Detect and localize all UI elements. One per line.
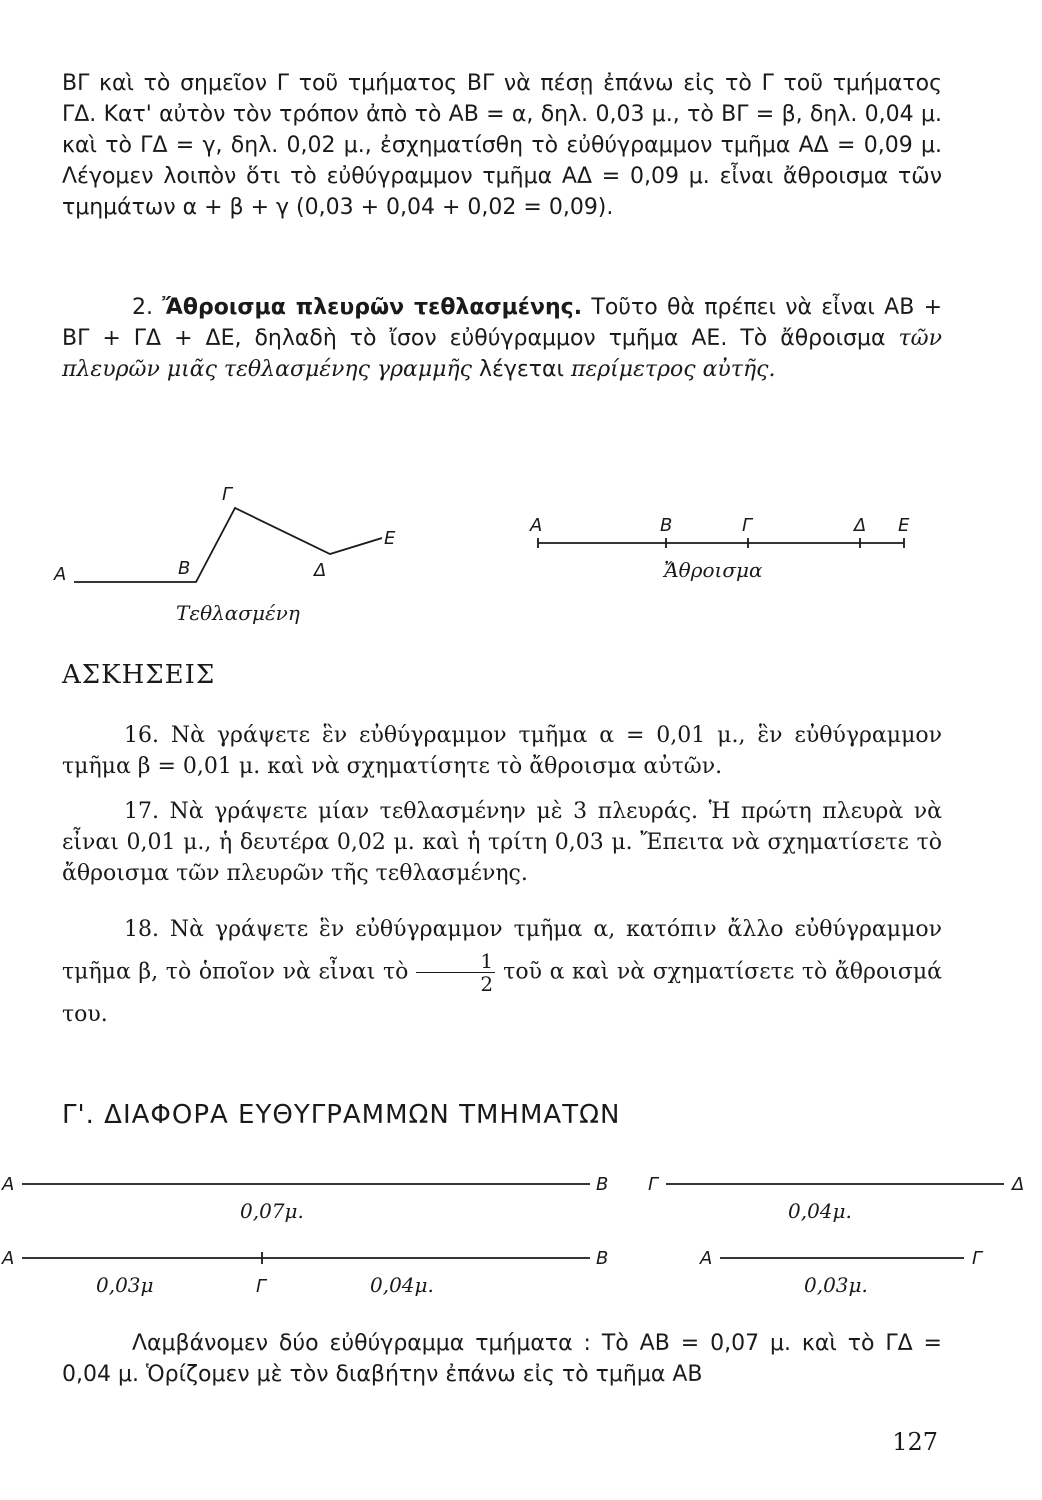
seg3-left-length: 0,03μ: [96, 1273, 154, 1297]
seg3-end-label: Β: [596, 1248, 609, 1269]
fig1-caption: Τεθλασμένη: [176, 601, 300, 625]
fraction-one-half: [416, 950, 495, 995]
fig2-caption: Ἄθροισμα: [664, 558, 763, 582]
exercise-16: 16. Νὰ γράψετε ἓν εὐθύγραμμον τμῆμα α = 0,01 μ., ἓν εὐθύγραμμον τμῆμα β = 0,01 μ. καὶ νὰ σχηματίσητε τὸ ἄθροισμα αὐτῶν.: [62, 723, 942, 779]
bottom-paragraph: Λαμβάνομεν δύο εὐθύγραμμα τμήματα : Τὸ ΑΒ = 0,07 μ. καὶ τὸ ΓΔ = 0,04 μ. Ὁρίζομεν μὲ τὸν διαβήτην ἐπάνω εἰς τὸ τμῆμα ΑΒ: [62, 1331, 942, 1387]
page-number: 127: [892, 1428, 938, 1456]
section-2-title: Ἄθροισμα πλευρῶν τεθλασμένης.: [162, 295, 583, 320]
fig1-label-a: Α: [54, 564, 67, 585]
seg2-length: 0,04μ.: [788, 1199, 852, 1223]
seg3-start-label: Α: [2, 1248, 15, 1269]
section-2-italic-b: περίμετρος αὐτῆς.: [570, 357, 776, 382]
exercise-17: 17. Νὰ γράψετε μίαν τεθλασμένην μὲ 3 πλευράς. Ἡ πρώτη πλευρὰ νὰ εἶναι 0,01 μ., ἡ δευτέρα 0,02 μ. καὶ ἡ τρίτη 0,03 μ. Ἔπειτα νὰ σχηματίσετε τὸ ἄθροισμα τῶν πλευρῶν τῆς τεθλασμένης.: [62, 799, 942, 886]
fig2-label-a: Α: [530, 515, 543, 536]
fig2-label-e: Ε: [898, 515, 910, 536]
section-g-heading: Γ'. ΔΙΑΦΟΡΑ ΕΥΘΥΓΡΑΜΜΩΝ ΤΜΗΜΑΤΩΝ: [62, 1100, 621, 1130]
broken-line-path: [74, 508, 382, 582]
section-2-italic-a: τῶν πλευρῶν μιᾶς τεθλασμένης γραμμῆς: [62, 326, 942, 382]
seg1-start-label: Α: [2, 1174, 15, 1195]
fig1-label-b: Β: [178, 558, 191, 579]
section-2-number: 2.: [132, 295, 153, 320]
seg1-end-label: Β: [596, 1174, 609, 1195]
seg2-end-label: Δ: [1012, 1174, 1025, 1195]
seg4-end-label: Γ: [972, 1248, 983, 1269]
fraction-denominator: 2: [480, 972, 494, 996]
exercise-18-text-b: τοῦ α καὶ νὰ σχηματίσετε τὸ ἄθροισμά του.: [62, 959, 942, 1027]
fraction-numerator: 1: [416, 950, 495, 973]
section-2-paragraph: [62, 292, 942, 385]
fig2-label-d: Δ: [854, 515, 867, 536]
exercise-18: [62, 910, 942, 1035]
fig1-label-e: Ε: [384, 528, 396, 549]
fig2-label-b: Β: [660, 515, 673, 536]
figure-sum-line: [520, 505, 920, 595]
seg1-length: 0,07μ.: [240, 1199, 304, 1223]
section-2-text-a: Τοῦτο θὰ πρέπει νὰ εἶναι ΑΒ + ΒΓ + ΓΔ + ΔΕ, δηλαδὴ τὸ ἴσον εὐθύγραμμον τμῆμα ΑΕ. Τὸ ἄθροισμα: [62, 295, 943, 351]
fig2-label-g: Γ: [742, 515, 753, 536]
exercises-heading: ΑΣΚΗΣΕΙΣ: [62, 660, 216, 690]
figure-difference-segments: [0, 1160, 1042, 1300]
top-paragraph: ΒΓ καὶ τὸ σημεῖον Γ τοῦ τμήματος ΒΓ νὰ πέσῃ ἐπάνω εἰς τὸ Γ τοῦ τμήματος ΓΔ. Κατ' αὐτὸν τὸν τρόπον ἀπὸ τὸ ΑΒ = α, δηλ. 0,03 μ., τὸ ΒΓ = β, δηλ. 0,04 μ. καὶ τὸ ΓΔ = γ, δηλ. 0,02 μ., ἐσχηματίσθη τὸ εὐθύγραμμον τμῆμα ΑΔ = 0,09 μ. Λέγομεν λοιπὸν ὅτι τὸ εὐθύγραμμον τμῆμα ΑΔ = 0,09 μ. εἶναι ἄθροισμα τῶν τμημάτων α + β + γ (0,03 + 0,04 + 0,02 = 0,09).: [62, 71, 942, 220]
seg2-start-label: Γ: [648, 1174, 659, 1195]
fig1-label-d: Δ: [314, 560, 327, 581]
section-2-text-b: λέγεται: [478, 357, 564, 382]
exercise-18-text-a: 18. Νὰ γράψετε ἓν εὐθύγραμμον τμῆμα α, κατόπιν ἄλλο εὐθύγραμμον τμῆμα β, τὸ ὁποῖον νὰ εἶναι τὸ: [62, 917, 942, 985]
seg3-right-length: 0,04μ.: [370, 1273, 434, 1297]
fig1-label-g: Γ: [222, 484, 233, 505]
seg4-start-label: Α: [700, 1248, 713, 1269]
seg4-length: 0,03μ.: [804, 1273, 868, 1297]
figure-broken-line: [40, 480, 420, 630]
seg3-mid-label: Γ: [256, 1276, 267, 1297]
